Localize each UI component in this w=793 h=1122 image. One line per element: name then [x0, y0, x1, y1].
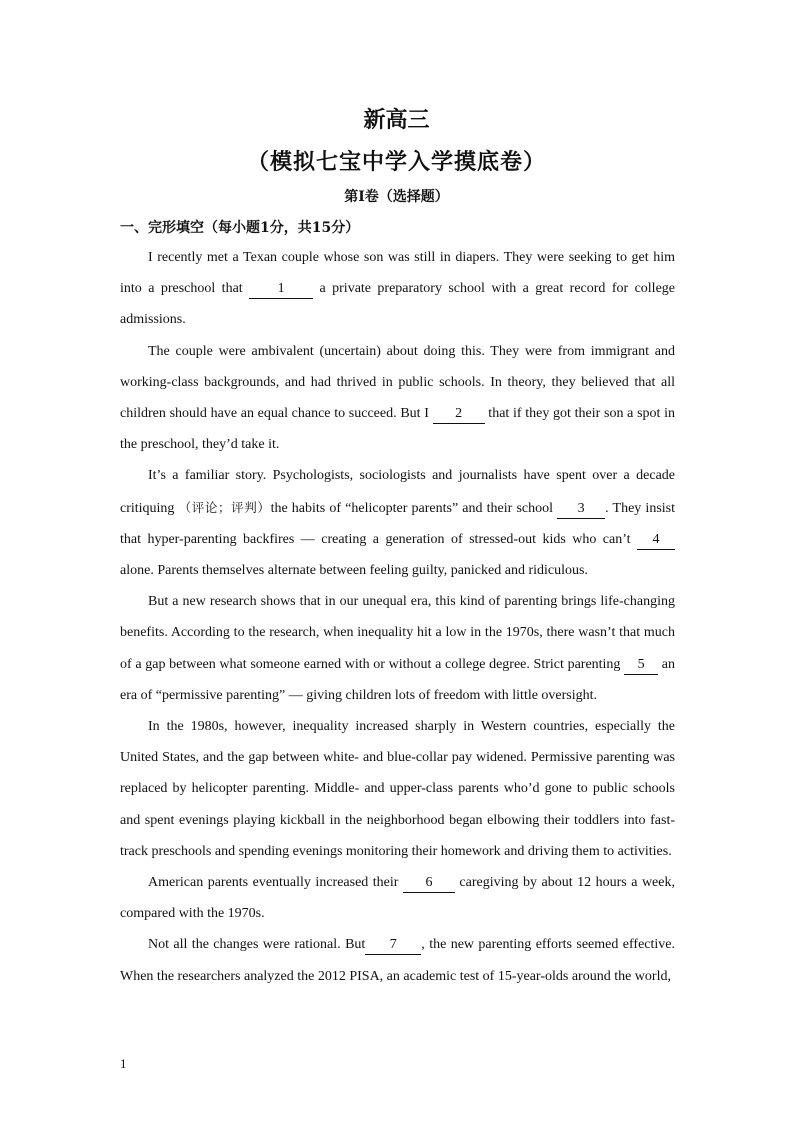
blank-7: 7 — [365, 936, 421, 955]
section-heading: 一、完形填空（每小题1分，共15分） — [120, 220, 360, 236]
paragraph-text: caregiving by about 12 hours a week, compared with the 1970s. — [120, 875, 675, 922]
paragraph-text: The couple were ambivalent (uncertain) about doing this. They were from immigrant and working-class backgrounds, and had thrived in public schools. In theory, they believed that all children should have an equal chance to succeed. But I — [120, 343, 675, 422]
paragraph-4 — [120, 586, 675, 711]
blank-5: 5 — [624, 656, 658, 675]
paragraph-text: alone. Parents themselves alternate between feeling guilty, panicked and ridiculous. — [120, 563, 588, 579]
paragraph-text: American parents eventually increased their — [148, 875, 403, 891]
paragraph-text: , the new parenting efforts seemed effective. When the researchers analyzed the 2012 PISA, an academic test of 15-year-olds around the world, — [120, 937, 675, 984]
blank-6: 6 — [403, 874, 455, 893]
passage — [120, 242, 675, 992]
paragraph-2 — [120, 336, 675, 461]
blank-1: 1 — [249, 280, 313, 299]
part-heading: 第I卷（选择题） — [344, 189, 449, 205]
paragraph-text: a private preparatory school with a great record for college admissions. — [120, 281, 676, 328]
paragraph-5: In the 1980s, however, inequality increased sharply in Western countries, especially the United States, and the gap between white- and blue-collar pay widened. Permissive parenting was replaced by helicopter parenting. Middle- and upper-class parents who’d gone to public schools and spent evenings playing kickball in the neighborhood began elbowing their toddlers into fast-track preschools and spending evenings monitoring their homework and driving them to activities. — [120, 719, 675, 859]
paragraph-text: But a new research shows that in our unequal era, this kind of parenting brings life-changing benefits. According to the research, when inequality hit a low in the 1970s, there wasn’t that much of a gap between what someone earned with or without a college degree. Strict parenting — [120, 594, 675, 672]
blank-3: 3 — [557, 500, 605, 519]
paragraph-text: I recently met a Texan couple whose son was still in diapers. They were seeking to get him into a preschool that — [120, 250, 675, 297]
paragraph-text: an era of “permissive parenting” — giving children lots of freedom with little oversight. — [120, 656, 675, 703]
paragraph-6 — [120, 867, 675, 929]
paragraph-text: that if they got their son a spot in the preschool, they’d take it. — [120, 406, 675, 453]
page-subtitle: （模拟七宝中学入学摸底卷） — [246, 149, 546, 175]
paragraph-text: . They insist that hyper-parenting backfires — creating a generation of stressed-out kids who can’t — [120, 500, 675, 547]
page-title: 新高三 — [363, 107, 430, 133]
paragraph-3 — [120, 460, 675, 586]
paragraph-text: Not all the changes were rational. But — [148, 937, 366, 953]
paragraph-7 — [120, 929, 675, 991]
chinese-gloss: （评论；评判） — [178, 499, 271, 515]
paragraph-text: the habits of “helicopter parents” and their school — [270, 500, 558, 516]
blank-2: 2 — [433, 405, 485, 424]
blank-4: 4 — [637, 531, 675, 550]
page-number: 1 — [120, 1056, 127, 1071]
paragraph-text: It’s a familiar story. Psychologists, sociologists and journalists have spent over a decade critiquing — [120, 468, 675, 516]
paragraph-1 — [120, 242, 675, 336]
